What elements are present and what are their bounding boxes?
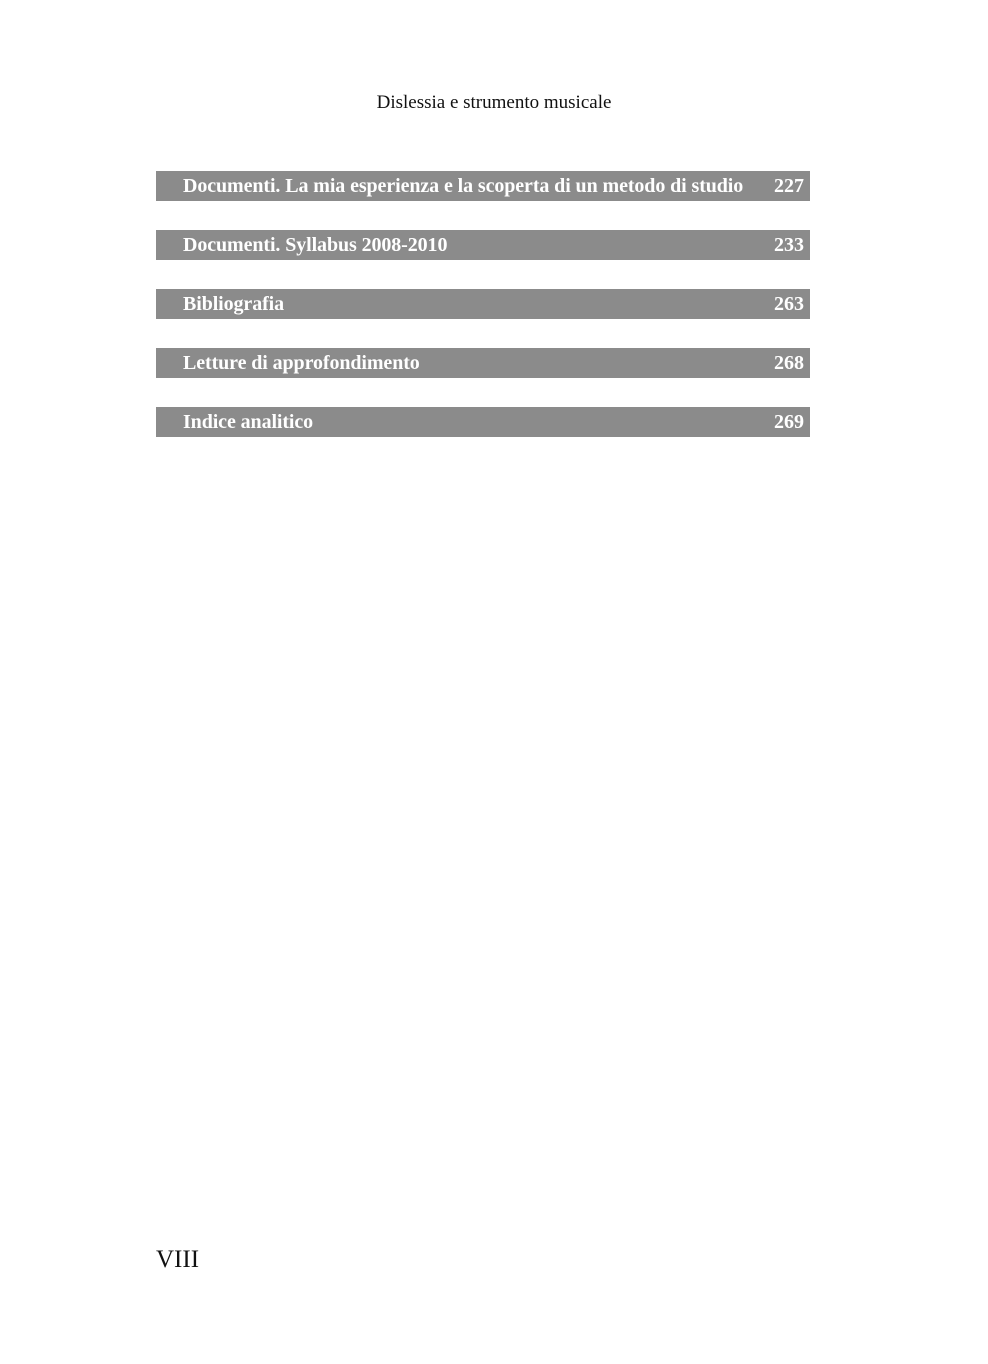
toc-entry-bibliografia[interactable] xyxy=(156,289,810,319)
toc-entry-documenti-esperienza[interactable] xyxy=(156,171,810,201)
page-number-folio: VIII xyxy=(156,1246,200,1273)
running-header: Dislessia e strumento musicale xyxy=(376,92,612,113)
toc-entry-documenti-syllabus[interactable] xyxy=(156,230,810,260)
toc-entry-page-number: 227 xyxy=(774,174,804,197)
toc-entry-indice-analitico[interactable] xyxy=(156,407,810,437)
toc-entry-title: Documenti. La mia esperienza e la scoperta di un metodo di studio xyxy=(183,174,744,197)
toc-entry-page-number: 263 xyxy=(774,292,804,315)
toc-entry-title: Documenti. Syllabus 2008-2010 xyxy=(183,233,448,256)
toc-entry-page-number: 233 xyxy=(774,233,804,256)
toc-entry-title: Bibliografia xyxy=(183,292,285,315)
toc-entry-title: Indice analitico xyxy=(183,410,314,433)
toc-entry-title: Letture di approfondimento xyxy=(183,351,420,374)
table-of-contents xyxy=(156,171,810,466)
toc-entry-letture[interactable] xyxy=(156,348,810,378)
toc-entry-page-number: 269 xyxy=(774,410,804,433)
toc-entry-page-number: 268 xyxy=(774,351,804,374)
